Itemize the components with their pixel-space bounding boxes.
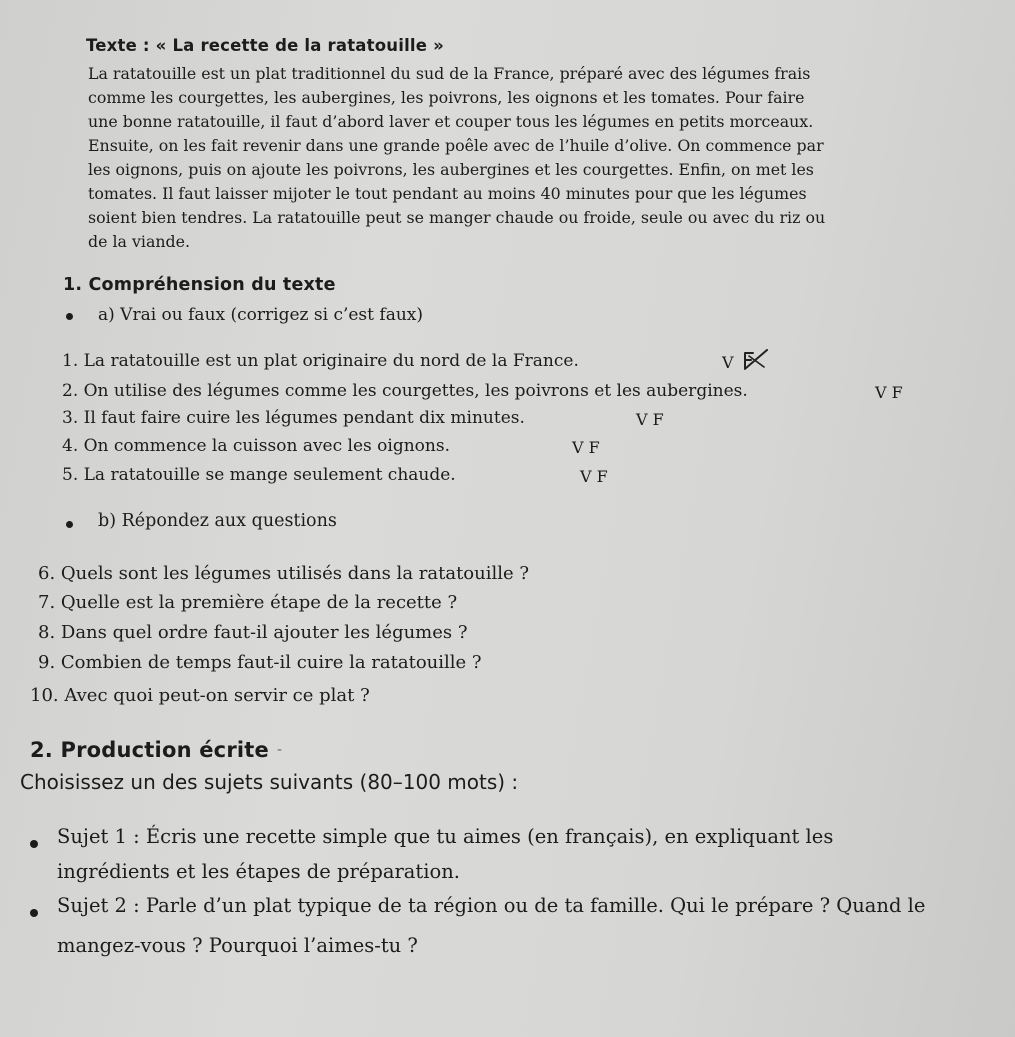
- paragraph-line: de la viande.: [88, 232, 191, 251]
- heading-trailing-mark: -: [277, 742, 283, 758]
- paragraph-line: Ensuite, on les fait revenir dans une grande poêle avec de l’huile d’olive. On commence par: [88, 136, 824, 155]
- section1-heading: 1. Compréhension du texte: [63, 275, 336, 295]
- true-false-heading: a) Vrai ou faux (corrigez si c’est faux): [98, 305, 423, 325]
- bullet-icon: [66, 313, 73, 320]
- bullet-icon: [30, 909, 38, 917]
- true-false-options: V F: [572, 438, 600, 457]
- true-false-item: 5. La ratatouille se mange seulement chaude.: [62, 465, 456, 485]
- handwritten-cross-mark-icon: [742, 349, 768, 371]
- paragraph-line: La ratatouille est un plat traditionnel du sud de la France, préparé avec des légumes frais: [88, 64, 811, 83]
- true-false-options: V: [722, 353, 734, 372]
- question-item: 6. Quels sont les légumes utilisés dans la ratatouille ?: [38, 563, 530, 584]
- subject-2-line: mangez-vous ? Pourquoi l’aimes-tu ?: [57, 934, 418, 957]
- true-false-item: 3. Il faut faire cuire les légumes pendant dix minutes.: [62, 408, 525, 428]
- question-item: 9. Combien de temps faut-il cuire la ratatouille ?: [38, 652, 482, 673]
- question-item: 8. Dans quel ordre faut-il ajouter les légumes ?: [38, 622, 468, 643]
- subject-1-line: ingrédients et les étapes de préparation.: [57, 860, 460, 883]
- question-item: 7. Quelle est la première étape de la recette ?: [38, 592, 458, 613]
- subject-2-line: Sujet 2 : Parle d’un plat typique de ta région ou de ta famille. Qui le prépare ? Quand le: [57, 894, 926, 917]
- section2-heading: 2. Production écrite: [30, 738, 269, 762]
- paragraph-line: soient bien tendres. La ratatouille peut se manger chaude ou froide, seule ou avec du riz ou: [88, 208, 826, 227]
- text-title: Texte : « La recette de la ratatouille »: [86, 36, 444, 55]
- paragraph-line: les oignons, puis on ajoute les poivrons, les aubergines et les courgettes. Enfin, on met les: [88, 160, 814, 179]
- subject-1-line: Sujet 1 : Écris une recette simple que tu aimes (en français), en expliquant les: [57, 825, 834, 848]
- true-false-options: V F: [875, 383, 903, 402]
- paragraph-line: tomates. Il faut laisser mijoter le tout pendant au moins 40 minutes pour que les légumes: [88, 184, 807, 203]
- section2-intro: Choisissez un des sujets suivants (80–100 mots) :: [20, 770, 519, 794]
- paragraph-line: comme les courgettes, les aubergines, les poivrons, les oignons et les tomates. Pour faire: [88, 88, 805, 107]
- question-item: 10. Avec quoi peut-on servir ce plat ?: [30, 685, 370, 706]
- bullet-icon: [30, 840, 38, 848]
- true-false-item: 4. On commence la cuisson avec les oignons.: [62, 436, 450, 456]
- true-false-item: 2. On utilise des légumes comme les courgettes, les poivrons et les aubergines.: [62, 381, 748, 401]
- true-false-options: V F: [636, 410, 664, 429]
- true-false-options: V F: [580, 467, 608, 486]
- questions-heading: b) Répondez aux questions: [98, 511, 337, 531]
- paragraph-line: une bonne ratatouille, il faut d’abord laver et couper tous les légumes en petits morceaux.: [88, 112, 814, 131]
- true-false-item: 1. La ratatouille est un plat originaire du nord de la France.: [62, 351, 579, 371]
- bullet-icon: [66, 521, 73, 528]
